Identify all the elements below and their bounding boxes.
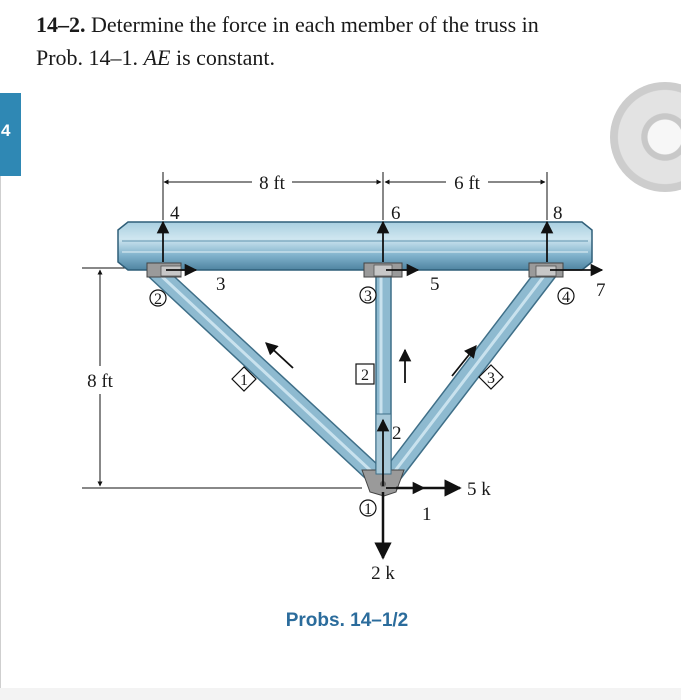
dimension-height: 8 ft xyxy=(87,371,113,392)
joint-2-label: 2 xyxy=(154,291,162,308)
member-1-label: 1 xyxy=(240,372,248,389)
problem-number: 14–2. xyxy=(36,12,86,37)
dimension-right-span: 6 ft xyxy=(454,173,480,194)
slope-right-rise: 8 xyxy=(553,203,563,224)
slope-bottom-run: 1 xyxy=(422,504,432,525)
slope-right-run: 7 xyxy=(596,280,606,301)
slope-middle-run: 5 xyxy=(430,274,440,295)
member-2-label: 2 xyxy=(361,367,369,384)
problem-variable: AE xyxy=(143,45,171,70)
problem-statement-line-2-suffix: is constant. xyxy=(170,45,275,70)
joint-1-label: 1 xyxy=(364,501,372,518)
top-dimension xyxy=(163,172,547,220)
dimension-left-span: 8 ft xyxy=(259,173,285,194)
joint-3-label: 3 xyxy=(364,288,372,305)
figure-caption: Probs. 14–1/2 xyxy=(285,610,409,631)
load-vertical-label: 2 k xyxy=(371,563,395,584)
problem-statement-line-1: Determine the force in each member of the truss in xyxy=(91,12,539,37)
slope-left-rise: 4 xyxy=(170,203,180,224)
member-3-label: 3 xyxy=(487,370,495,387)
slope-left-run: 3 xyxy=(216,274,226,295)
slope-middle-rise: 6 xyxy=(391,203,401,224)
load-horizontal-label: 5 k xyxy=(467,479,491,500)
chapter-side-tab-label: 4 xyxy=(1,121,11,140)
problem-statement-line-2-prefix: Prob. 14–1. xyxy=(36,45,144,70)
height-dimension xyxy=(82,268,362,488)
slope-bottom-rise: 2 xyxy=(392,423,402,444)
joint-4-label: 4 xyxy=(562,289,570,306)
top-beam xyxy=(118,222,592,270)
